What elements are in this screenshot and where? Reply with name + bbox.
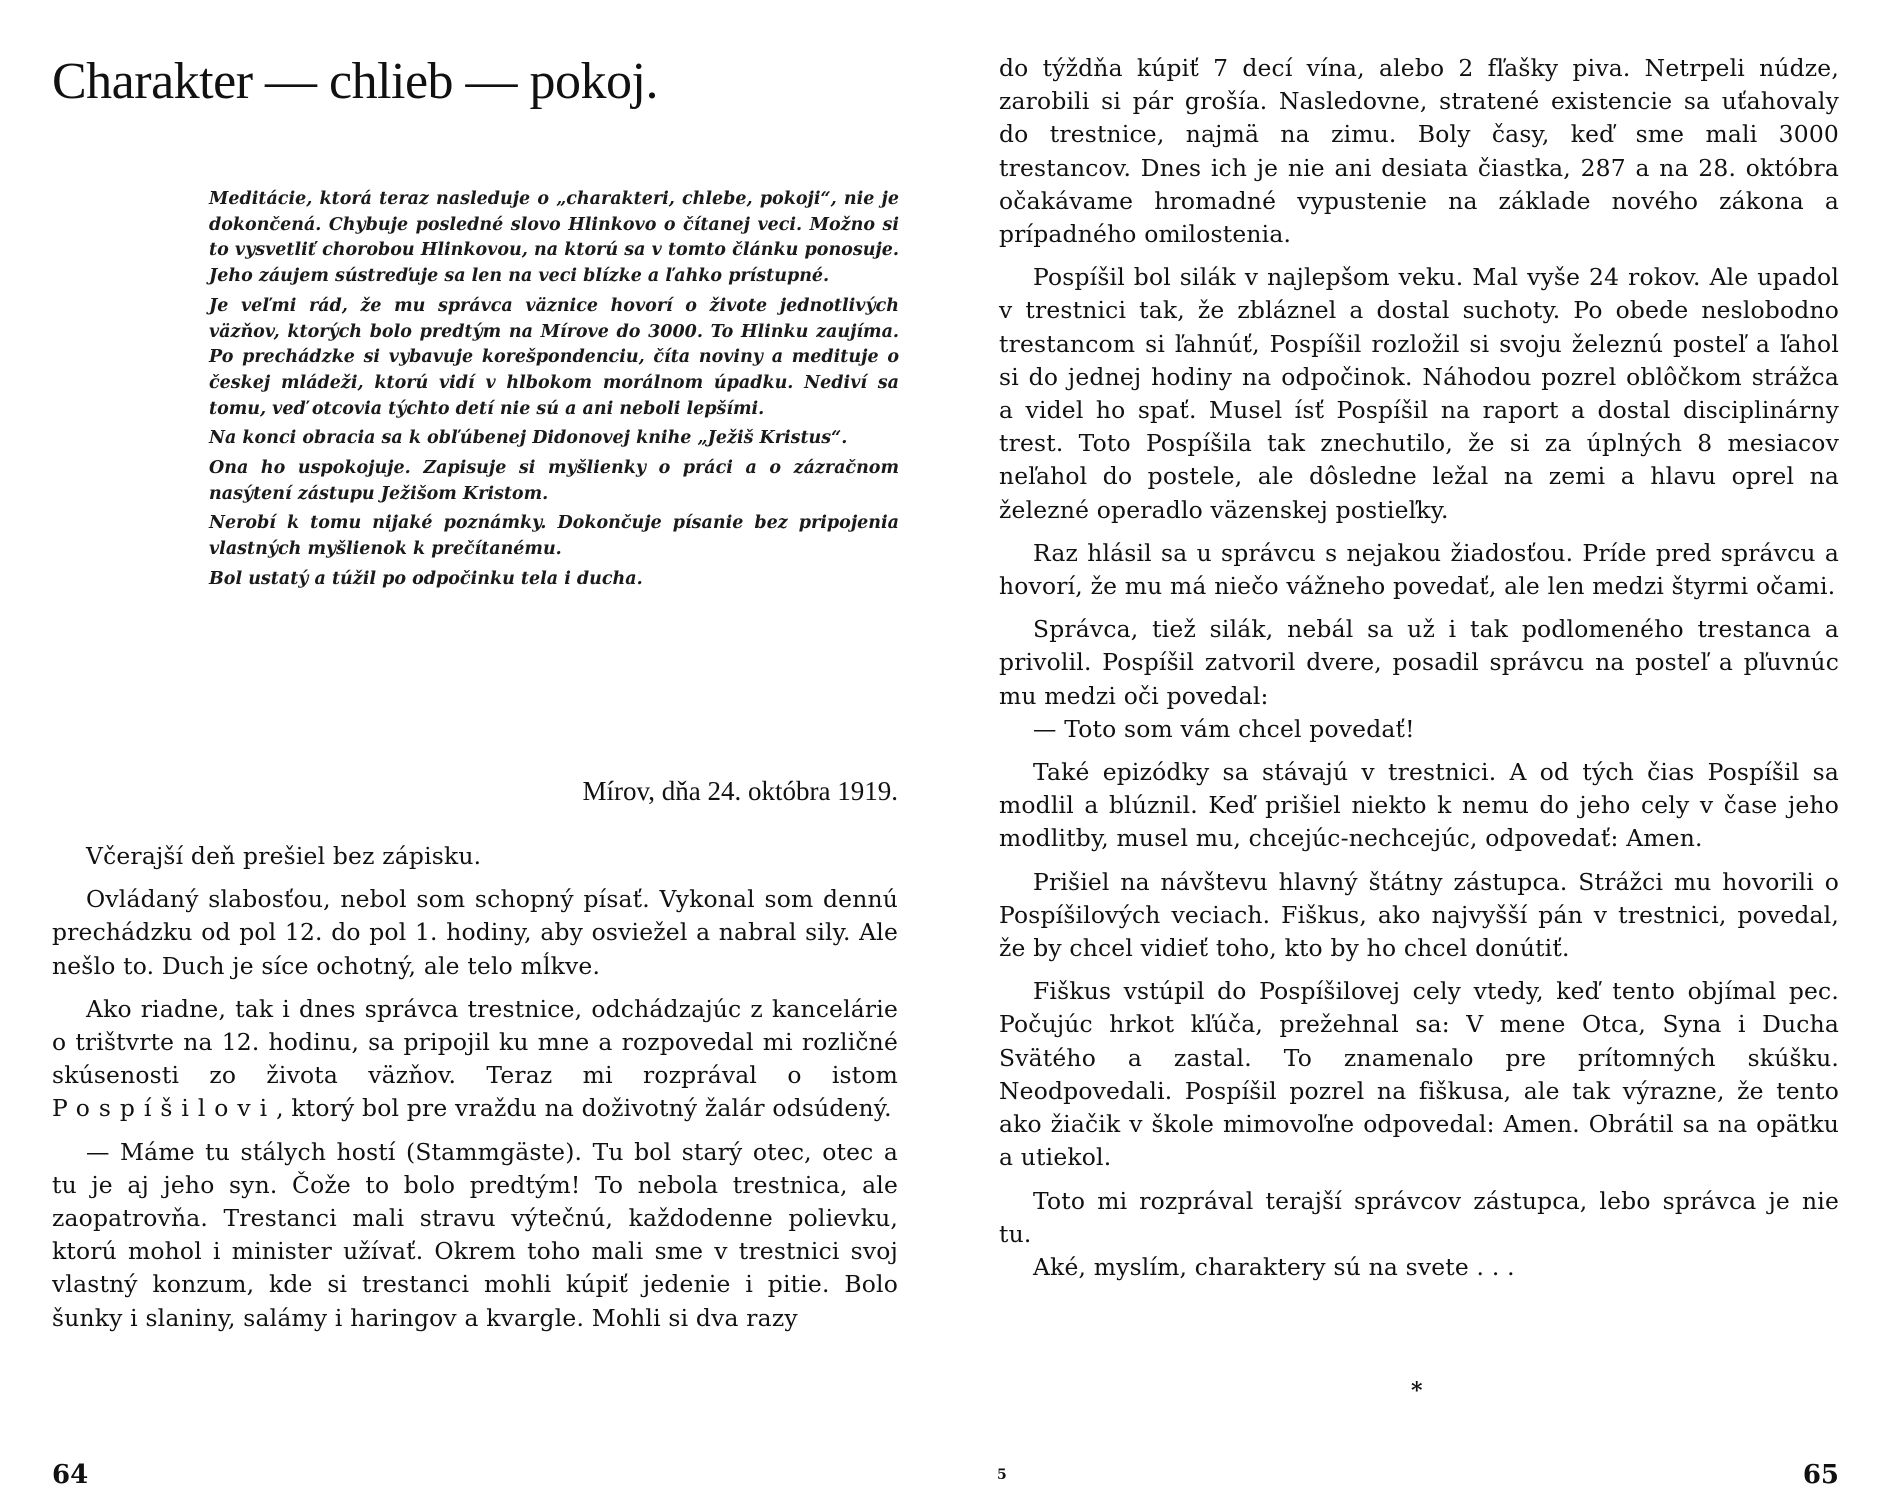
intro-paragraph: Je veľmi rád, že mu správca väznice hovorí o živote jednotlivých väzňov, ktorých bolo predtým na Mírove do 3000. To Hlinku zaujíma. Po prechádzke si vybavuje korešpondenciu, číta noviny a medituje o českej mládeži, ktorú vidí v hlbokom morálnom úpadku. Nediví sa tomu, veď otcovia týchto detí nie sú a ani neboli lepšími. [209, 295, 899, 419]
signature-mark: 5 [997, 1467, 1007, 1483]
body-paragraph: do týždňa kúpiť 7 decí vína, alebo 2 fľašky piva. Netrpeli núdze, zarobili si pár grošía. Nasledovne, stratené existencie sa uťahovaly do trestnice, najmä na zimu. Boly časy, keď sme mali 3000 trestancov. Dnes ich je nie ani desiata čiastka, 287 a na 28. októbra očakávame hromadné vypustenie na základe nového zákona a prípadného omilostenia. [999, 54, 1839, 249]
emphasized-name: Pospíšilovi [52, 1094, 277, 1123]
section-end-asterisk: * [1411, 1378, 1423, 1404]
editorial-intro [209, 187, 899, 597]
right-body-text [999, 52, 1839, 1294]
page-number-right: 65 [1802, 1460, 1839, 1490]
intro-paragraph: Nerobí k tomu nijaké poznámky. Dokončuje písanie bez pripojenia vlastných myšlienok k prečítanému. [209, 513, 899, 560]
body-paragraph [52, 993, 898, 1126]
body-paragraph: Správca, tiež silák, nebál sa už i tak podlomeného trestanca a privolil. Pospíšil zatvoril dvere, posadil správcu na posteľ a pľuvnúc mu medzi oči povedal: [999, 615, 1839, 710]
body-paragraph: — Máme tu stálych hostí (Stammgäste). Tu bol starý otec, otec a tu je aj jeho syn. Čože to bolo predtým! To nebola trestnica, ale zaopatrovňa. Trestanci mali stravu výtečnú, každodenne polievku, ktorú mohol i minister užívať. Okrem toho mali sme v trestnici svoj vlastný konzum, kde si trestanci mohli kúpiť jedenie i pitie. Bolo šunky i slaniny, salámy i haringov a kvargle. Mohli si dva razy [52, 1137, 898, 1332]
left-body-text [52, 840, 898, 1345]
intro-paragraph: Na konci obracia sa k obľúbenej Didonovej knihe „Ježiš Kristus“. [209, 428, 848, 449]
right-page [941, 0, 1882, 1500]
intro-paragraph: Bol ustatý a túžil po odpočinku tela i ducha. [209, 568, 643, 589]
body-paragraph: Aké, myslím, charaktery sú na svete . . . [1033, 1252, 1515, 1281]
body-paragraph: Včerajší deň prešiel bez zápisku. [86, 842, 482, 870]
body-paragraph: Raz hlásil sa u správcu s nejakou žiadosťou. Príde pred správcu a hovorí, že mu má niečo vážneho povedať, ale len medzi štyrmi očami. [999, 538, 1839, 601]
body-paragraph: Pospíšil bol silák v najlepšom veku. Mal vyše 24 rokov. Ale upadol v trestnici tak, že zbláznel a dostal suchoty. Po obede neslobodno trestancom si ľahnúť, Pospíšil rozložil si svoju železnú posteľ a ľahol si do jednej hodiny na odpočinok. Náhodou pozrel oblôčkom strážca a videl ho spať. Musel ísť Pospíšil na raport a dostal disciplinárny trest. Toto Pospíšila tak znechutilo, že si za úplných 8 mesiacov neľahol do postele, ale dôsledne ležal na zemi a hlavu oprel na železné operadlo väzenskej postieľky. [999, 263, 1839, 524]
body-paragraph: Ovládaný slabosťou, nebol som schopný písať. Vykonal som dennú prechádzku od pol 12. do pol 1. hodiny, aby osviežel a nabral sily. Ale nešlo to. Duch je síce ochotný, ale telo mĺkve. [52, 885, 898, 980]
intro-paragraph: Meditácie, ktorá teraz nasleduje o „charakteri, chlebe, pokoji“, nie je dokončená. Chybuje posledné slovo Hlinkovo o čítanej veci. Možno si to vysvetliť chorobou Hlinkovou, na ktorú sa v tomto článku ponosuje. Jeho záujem sústreďuje sa len na veci blízke a ľahko prístupné. [209, 189, 899, 287]
chapter-title: Charakter — chlieb — pokoj. [52, 53, 659, 110]
page-number-left: 64 [52, 1460, 89, 1490]
body-text-run: Ako riadne, tak i dnes správca trestnice, odchádzajúc z kancelárie o trištvrte na 12. hodinu, sa pripojil ku mne a rozpovedal mi rozličné skúsenosti zo života väzňov. Teraz mi rozprával o istom [52, 994, 898, 1090]
body-paragraph: Také epizódky sa stávajú v trestnici. A od tých čias Pospíšil sa modlil a blúznil. Keď prišiel niekto k nemu do jeho cely v čase jeho modlitby, musel mu, chcejúc-nechcejúc, odpovedať: Amen. [999, 758, 1839, 853]
body-paragraph: Prišiel na návštevu hlavný štátny zástupca. Strážci mu hovorili o Pospíšilových veciach. Fiškus, ako najvyšší pán v trestnici, povedal, že by chcel vidieť toho, kto by ho chcel donútiť. [999, 867, 1839, 963]
body-paragraph: Fiškus vstúpil do Pospíšilovej cely vtedy, keď tento objímal pec. Počujúc hrkot kľúča, prežehnal sa: V mene Otca, Syna i Ducha Svätého a zastal. To znamenalo pre prítomných skúšku. Neodpovedali. Pospíšil pozrel na fiškusa, ale tak výrazne, že tento ako žiačik v škole mimovoľne odpovedal: Amen. Obrátil sa na opätku a utiekol. [999, 977, 1839, 1172]
body-paragraph: — Toto som vám chcel povedať! [1033, 714, 1415, 743]
body-text-run: , ktorý bol pre vraždu na doživotný žalár odsúdený. [276, 1094, 892, 1123]
body-paragraph: Toto mi rozprával terajší správcov zástupca, lebo správca je nie tu. [999, 1186, 1839, 1248]
dateline: Mírov, dňa 24. októbra 1919. [582, 776, 898, 806]
intro-paragraph: Ona ho uspokojuje. Zapisuje si myšlienky o práci a o zázračnom nasýtení zástupu Ježišom Kristom. [209, 458, 899, 504]
